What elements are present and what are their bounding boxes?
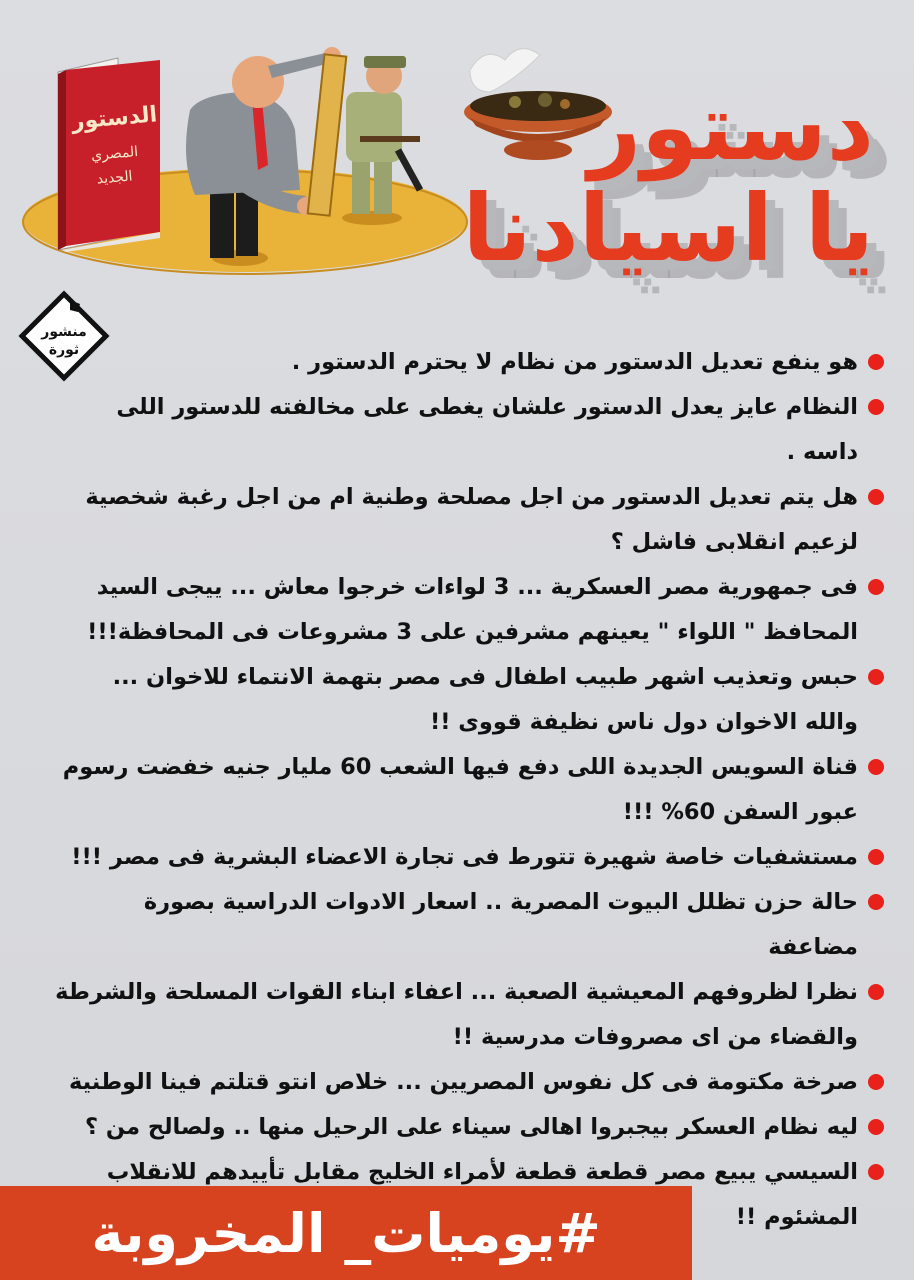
list-item: قناة السويس الجديدة اللى دفع فيها الشعب 60 مليار جنيه خفضت رسوم عبور السفن 60% !!! bbox=[54, 745, 884, 835]
headline-line2: يا اسيادنا bbox=[462, 174, 874, 282]
list-item: ليه نظام العسكر بيجبروا اهالى سيناء على الرحيل منها .. ولصالح من ؟ bbox=[54, 1105, 884, 1150]
list-item: هو ينفع تعديل الدستور من نظام لا يحترم الدستور . bbox=[54, 340, 884, 385]
hashtag-text: #يوميات_ المخروبة bbox=[91, 1201, 601, 1265]
book-subtitle-text: المصري bbox=[90, 143, 139, 165]
bullet-list bbox=[54, 340, 884, 1240]
logo-text-line1: منشور bbox=[41, 324, 87, 340]
headline bbox=[454, 74, 874, 282]
constitution-book-icon bbox=[58, 58, 160, 252]
list-item: النظام عايز يعدل الدستور علشان يغطى على مخالفته للدستور اللى داسه . bbox=[54, 385, 884, 475]
logo-text-line2: ثورة bbox=[48, 342, 80, 358]
book-title-text: الدستور bbox=[70, 102, 159, 135]
book-subtitle2-text: الجديد bbox=[96, 168, 134, 188]
list-item: فى جمهورية مصر العسكرية ... 3 لواءات خرجوا معاش ... ييجى السيد المحافظ " اللواء " يعينهم مشرفين على 3 مشروعات فى المحافظة!!! bbox=[54, 565, 884, 655]
headline-line1: دستور bbox=[588, 74, 874, 181]
list-item: هل يتم تعديل الدستور من اجل مصلحة وطنية ام من اجل رغبة شخصية لزعيم انقلابى فاشل ؟ bbox=[54, 475, 884, 565]
list-item: حبس وتعذيب اشهر طبيب اطفال فى مصر بتهمة الانتماء للاخوان ... والله الاخوان دول ناس نظيفة قووى !! bbox=[54, 655, 884, 745]
hashtag-banner bbox=[0, 1186, 692, 1280]
list-item: نظرا لظروفهم المعيشية الصعبة ... اعفاء ابناء القوات المسلحة والشرطة والقضاء من اى مصروفات مدرسية !! bbox=[54, 970, 884, 1060]
list-item: صرخة مكتومة فى كل نفوس المصريين ... خلاص انتو قتلتم فينا الوطنية bbox=[54, 1060, 884, 1105]
list-item: مستشفيات خاصة شهيرة تتورط فى تجارة الاعضاء البشرية فى مصر !!! bbox=[54, 835, 884, 880]
list-item: السيسي يبيع مصر قطعة قطعة لأمراء الخليج مقابل تأييدهم للانقلاب المشئوم !! bbox=[54, 1150, 884, 1240]
list-item: حالة حزن تظلل البيوت المصرية .. اسعار الادوات الدراسية بصورة مضاعفة bbox=[54, 880, 884, 970]
